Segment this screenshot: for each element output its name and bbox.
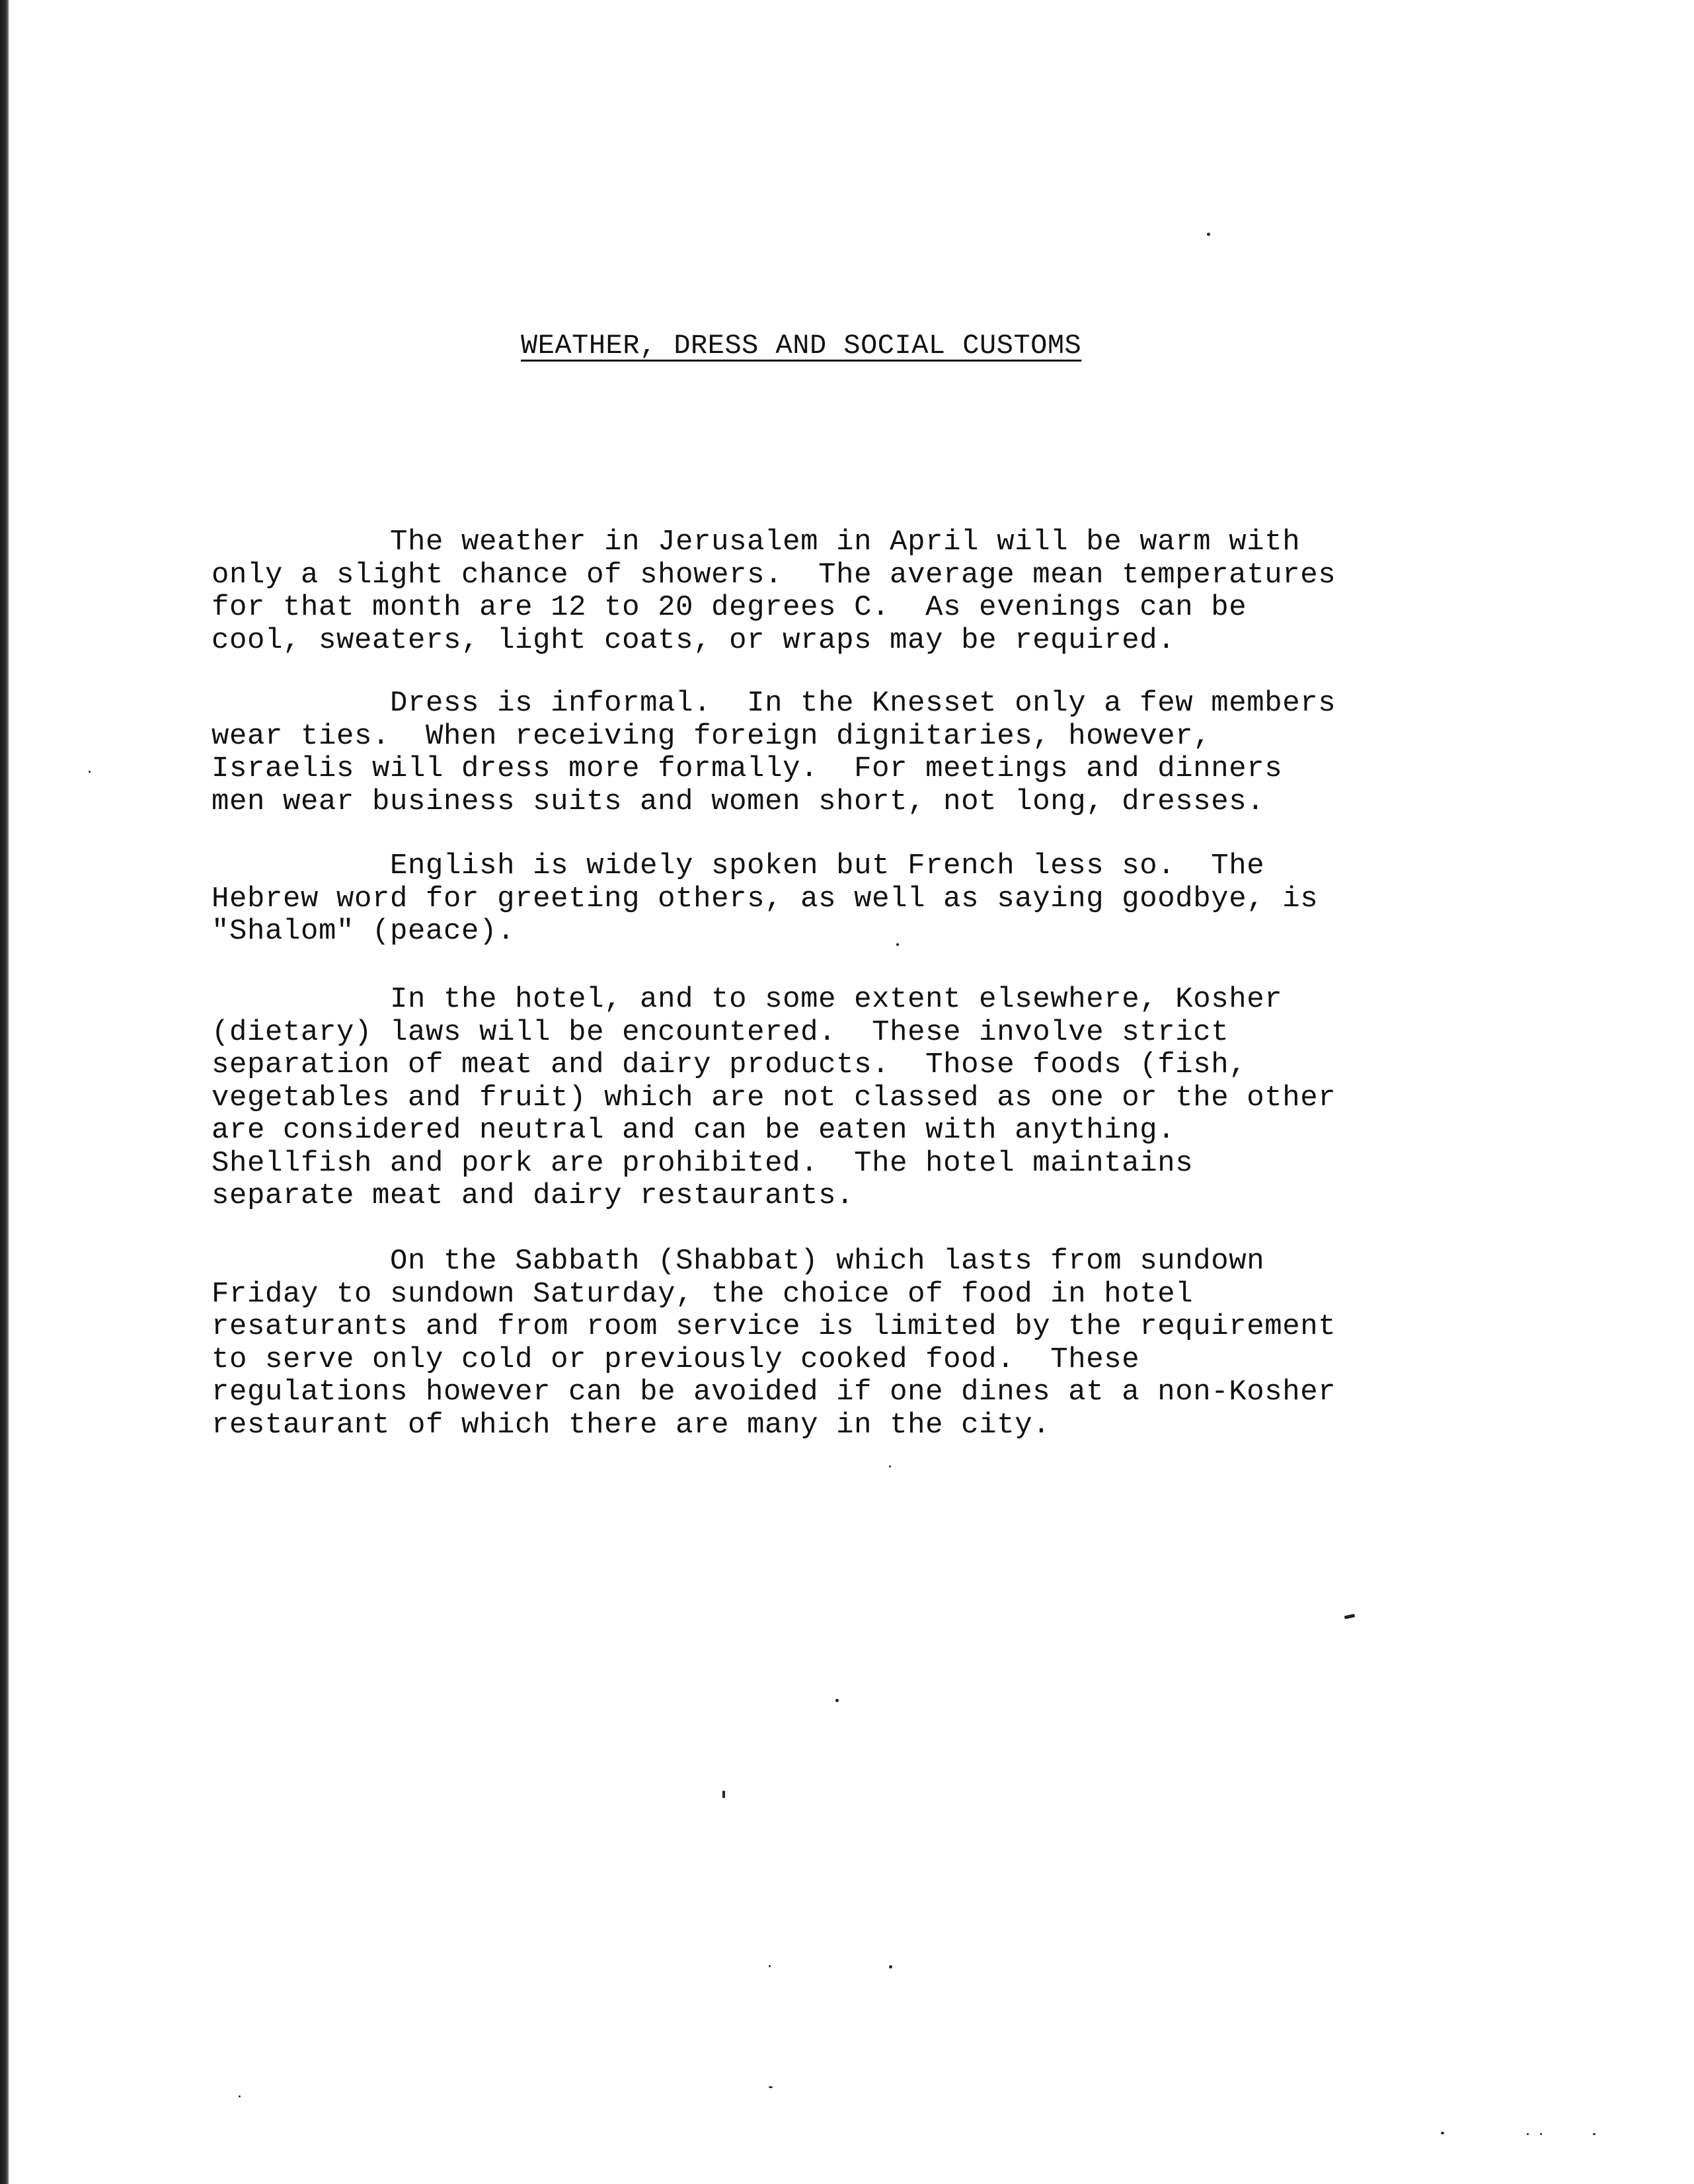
scan-speck: [889, 1965, 892, 1969]
scan-speck: [89, 771, 91, 773]
scan-speck: [1527, 2133, 1529, 2135]
scan-speck: [1441, 2132, 1444, 2134]
paragraph-sabbath: On the Sabbath (Shabbat) which lasts from sundown Friday to sundown Saturday, the choice of food in hotel resaturants and from room service is limited by the requirement to serve only cold or previously cooked food. These regulations however can be avoided if one dines at a non-Kosher restaurant of which there are many in the city.: [212, 1245, 1336, 1442]
scan-speck: [722, 1791, 725, 1798]
scan-speck: [1593, 2133, 1596, 2135]
scan-speck: [1207, 233, 1210, 236]
scan-speck: [1540, 2133, 1542, 2135]
scan-speck: [769, 1965, 771, 1967]
scan-speck: [835, 1699, 839, 1702]
paragraph-weather: The weather in Jerusalem in April will be warm with only a slight chance of showers. The average mean temperatures for that month are 12 to 20 degrees C. As evenings can be cool, sweaters, light coats, or wraps may be required.: [212, 526, 1336, 657]
scan-speck: [889, 1465, 891, 1467]
scan-speck: [1344, 1614, 1356, 1619]
scan-speck: [769, 2086, 773, 2088]
scan-speck: [896, 943, 899, 946]
scan-speck: [239, 2095, 241, 2097]
paragraph-language: English is widely spoken but French less so. The Hebrew word for greeting others, as well as saying goodbye, is "Shalom" (peace).: [212, 849, 1319, 948]
page-title: WEATHER, DRESS AND SOCIAL CUSTOMS: [521, 330, 1082, 362]
paragraph-dress: Dress is informal. In the Knesset only a few members wear ties. When receiving foreign dignitaries, however, Israelis will dress more formally. For meetings and dinners men wear business suits and women short, not long, dresses.: [212, 687, 1336, 818]
scan-left-edge: [0, 0, 9, 2184]
paragraph-kosher: In the hotel, and to some extent elsewhere, Kosher (dietary) laws will be encountered. These involve strict separation of meat and dairy products. Those foods (fish, vegetables and fruit) which are not classed as one or the other are considered neutral and can be eaten with anything. Shellfish and pork are prohibited. The hotel maintains separate meat and dairy restaurants.: [212, 983, 1336, 1212]
